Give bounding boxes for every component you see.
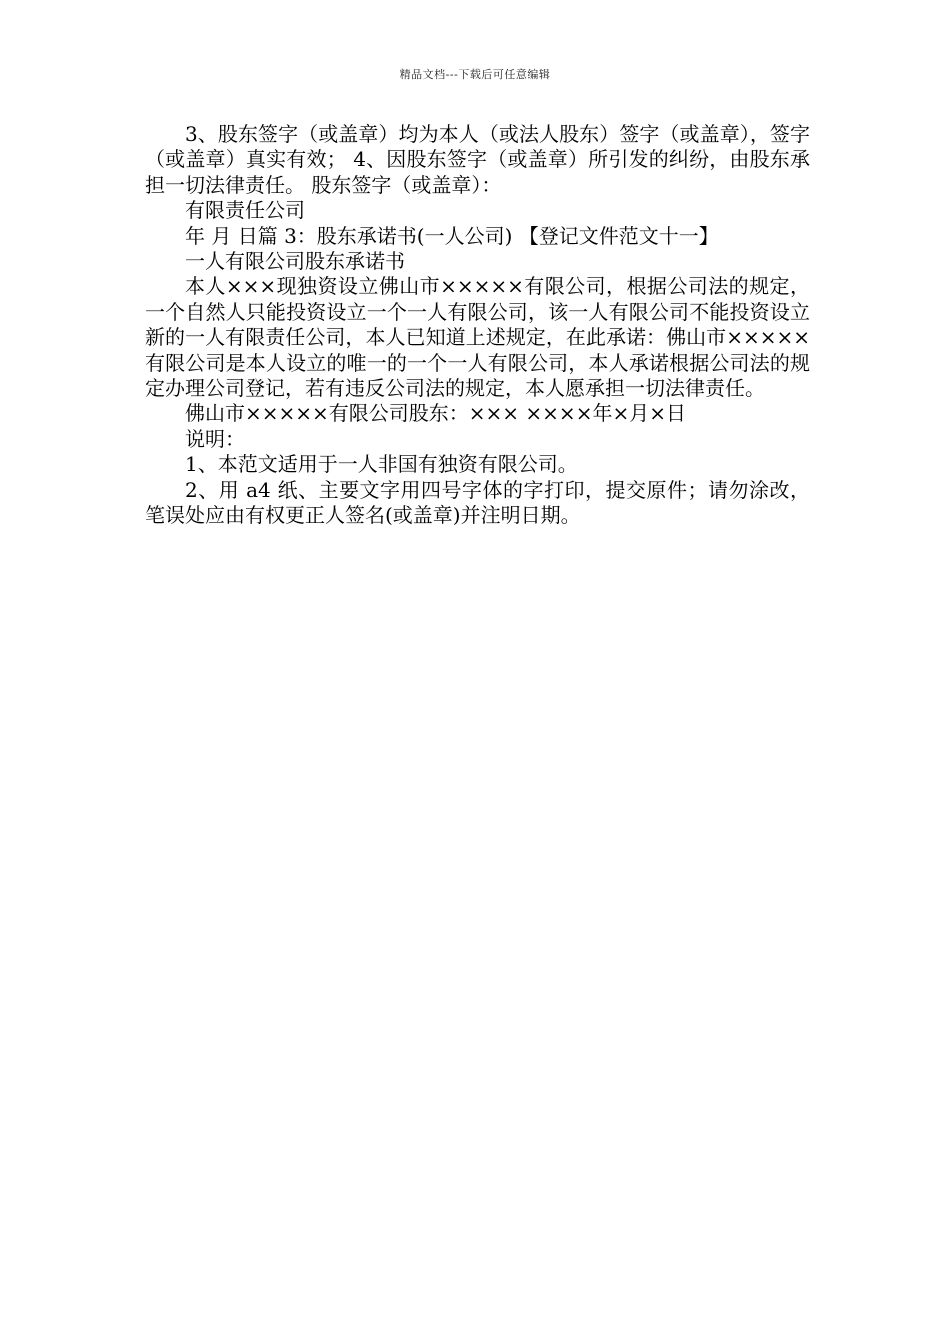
paragraph-date-and-section-title: 年 月 日篇 3：股东承诺书(一人公司) 【登记文件范文十一】 bbox=[185, 223, 719, 248]
paragraph-shareholder-signature: 佛山市×××××有限公司股东：××× ××××年×月×日 bbox=[185, 401, 686, 426]
paragraph-note-2: 2、用 a4 纸、主要文字用四号字体的字打印，提交原件；请勿涂改，笔误处应由有权更正人签名(或盖章)并注明日期。 bbox=[145, 477, 810, 528]
page-header: 精品文档---下载后可任意编辑 bbox=[399, 68, 551, 81]
paragraph-commitment-body: 本人×××现独资设立佛山市×××××有限公司，根据公司法的规定，一个自然人只能投资设立一个一人有限公司，该一人有限公司不能投资设立新的一人有限责任公司，本人已知道上述规定，在此承诺：佛山市×××××有限公司是本人设立的唯一的一个一人有限公司，本人承诺根据公司法的规定办理公司登记，若有违反公司法的规定，本人愿承担一切法律责任。 bbox=[145, 274, 810, 401]
paragraph-note-1: 1、本范文适用于一人非国有独资有限公司。 bbox=[185, 452, 578, 477]
paragraph-commitment-title: 一人有限公司股东承诺书 bbox=[185, 249, 405, 274]
document-body bbox=[145, 122, 810, 529]
paragraph-signature-clause: 3、股东签字（或盖章）均为本人（或法人股东）签字（或盖章），签字（或盖章）真实有效； 4、因股东签字（或盖章）所引发的纠纷，由股东承担一切法律责任。 股东签字（或盖章）： bbox=[145, 122, 810, 197]
paragraph-company-type: 有限责任公司 bbox=[185, 198, 305, 223]
paragraph-notes-heading: 说明： bbox=[185, 426, 245, 451]
